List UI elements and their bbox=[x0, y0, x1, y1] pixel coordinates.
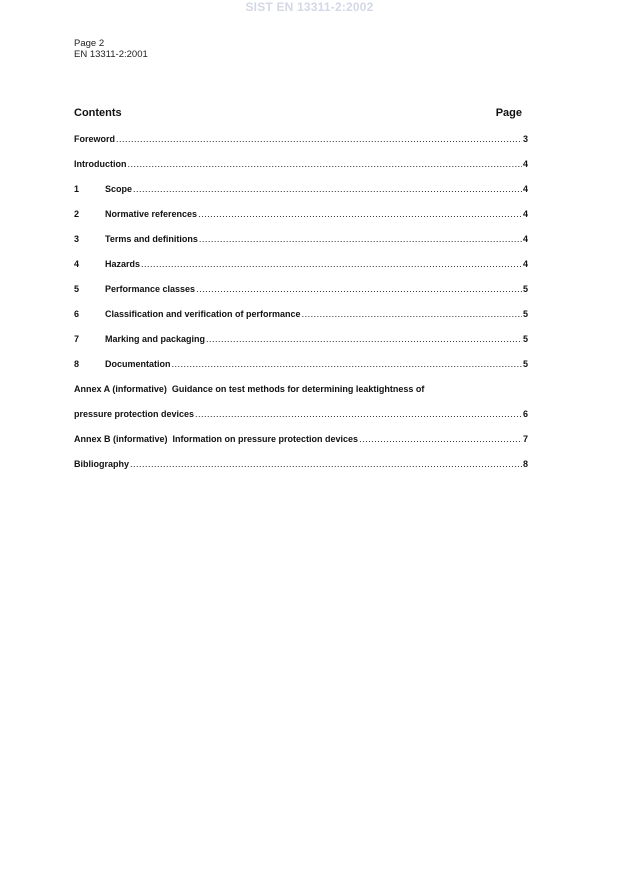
toc-entry-scope[interactable] bbox=[74, 183, 528, 208]
toc-entry-page: 5 bbox=[522, 359, 528, 369]
toc-entry-title: Marking and packaging bbox=[105, 334, 206, 344]
toc-entry-title: Annex A (informative) Guidance on test methods for determining leaktightness of bbox=[74, 384, 425, 394]
toc-entry-title: Annex B (informative) Information on pressure protection devices bbox=[74, 434, 359, 444]
toc-entry-annex-a-continued[interactable] bbox=[74, 408, 528, 433]
page-number-label: Page 2 bbox=[74, 38, 105, 49]
toc-entry-page: 5 bbox=[522, 284, 528, 294]
toc-entry-bibliography[interactable] bbox=[74, 458, 528, 483]
toc-entry-hazards[interactable] bbox=[74, 258, 528, 283]
toc-entry-title: Normative references bbox=[105, 209, 198, 219]
dot-leader bbox=[302, 308, 522, 320]
dot-leader bbox=[141, 258, 522, 270]
toc-entry-number: 7 bbox=[74, 334, 80, 344]
toc-entry-title: Performance classes bbox=[105, 284, 196, 294]
toc-entry-page: 4 bbox=[522, 184, 528, 194]
toc-entry-number: 1 bbox=[74, 184, 80, 194]
document-id: EN 13311-2:2001 bbox=[74, 49, 148, 60]
toc-entry-title: Hazards bbox=[105, 259, 141, 269]
toc-entry-documentation[interactable] bbox=[74, 358, 528, 383]
dot-leader bbox=[128, 158, 522, 170]
toc-entry-normative-references[interactable] bbox=[74, 208, 528, 233]
page-column-label: Page bbox=[495, 107, 522, 119]
toc-entry-number: 4 bbox=[74, 259, 80, 269]
dot-leader bbox=[359, 433, 522, 445]
dot-leader bbox=[130, 458, 522, 470]
dot-leader bbox=[206, 333, 522, 345]
table-of-contents bbox=[74, 133, 528, 483]
dot-leader bbox=[196, 283, 522, 295]
toc-entry-page: 4 bbox=[522, 159, 528, 169]
toc-entry-terms-and-definitions[interactable] bbox=[74, 233, 528, 258]
contents-title: Contents bbox=[74, 107, 122, 119]
toc-entry-marking-and-packaging[interactable] bbox=[74, 333, 528, 358]
toc-entry-number: 6 bbox=[74, 309, 80, 319]
toc-entry-title: Foreword bbox=[74, 134, 116, 144]
toc-entry-page: 4 bbox=[522, 259, 528, 269]
toc-entry-page: 3 bbox=[522, 134, 528, 144]
page-header bbox=[74, 38, 148, 60]
toc-entry-number: 5 bbox=[74, 284, 80, 294]
toc-entry-foreword[interactable] bbox=[74, 133, 528, 158]
dot-leader bbox=[116, 133, 522, 145]
toc-entry-annex-a[interactable] bbox=[74, 383, 528, 408]
toc-entry-title: Bibliography bbox=[74, 459, 130, 469]
toc-entry-classification[interactable] bbox=[74, 308, 528, 333]
toc-entry-title: pressure protection devices bbox=[74, 409, 195, 419]
toc-entry-number: 2 bbox=[74, 209, 80, 219]
dot-leader bbox=[133, 183, 522, 195]
toc-entry-title: Terms and definitions bbox=[105, 234, 198, 244]
toc-entry-title: Classification and verification of performance bbox=[105, 309, 301, 319]
toc-entry-page: 5 bbox=[522, 309, 528, 319]
dot-leader bbox=[199, 233, 522, 245]
toc-entry-performance-classes[interactable] bbox=[74, 283, 528, 308]
toc-entry-title: Documentation bbox=[105, 359, 171, 369]
toc-entry-number: 8 bbox=[74, 359, 80, 369]
toc-entry-title: Scope bbox=[105, 184, 133, 194]
toc-entry-page: 5 bbox=[522, 334, 528, 344]
toc-entry-page: 4 bbox=[522, 234, 528, 244]
toc-entry-page: 4 bbox=[522, 209, 528, 219]
toc-entry-title: Introduction bbox=[74, 159, 127, 169]
toc-entry-introduction[interactable] bbox=[74, 158, 528, 183]
toc-entry-page: 8 bbox=[522, 459, 528, 469]
toc-entry-page: 6 bbox=[522, 409, 528, 419]
toc-entry-number: 3 bbox=[74, 234, 80, 244]
dot-leader bbox=[172, 358, 522, 370]
watermark: SIST EN 13311-2:2002 bbox=[245, 0, 374, 14]
dot-leader bbox=[198, 208, 522, 220]
dot-leader bbox=[195, 408, 522, 420]
toc-entry-annex-b[interactable] bbox=[74, 433, 528, 458]
toc-entry-page: 7 bbox=[522, 434, 528, 444]
